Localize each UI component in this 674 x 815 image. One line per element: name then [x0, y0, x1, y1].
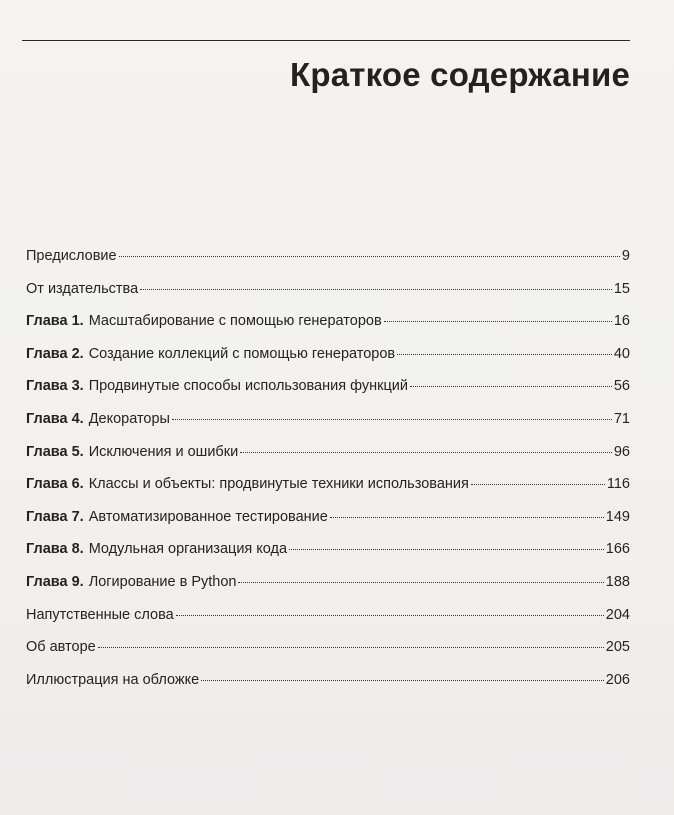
- dot-leader: [471, 484, 605, 485]
- toc-entry: [26, 566, 630, 599]
- dot-leader: [330, 517, 604, 518]
- dot-leader: [384, 321, 612, 322]
- toc-entry-label: Напутственные слова: [26, 606, 174, 623]
- toc-entry-label: Классы и объекты: продвинутые техники использования: [88, 476, 469, 493]
- toc-chapter-number: Глава 5.: [26, 443, 84, 460]
- toc-entry-label: От издательства: [26, 280, 139, 297]
- toc-entry-label: Иллюстрация на обложке: [26, 671, 200, 688]
- toc-chapter-number: Глава 3.: [26, 378, 84, 395]
- toc-entry-label: Об авторе: [26, 639, 96, 656]
- toc-entry-page: 205: [605, 639, 630, 656]
- toc-entry-label: Создание коллекций с помощью генераторов: [88, 345, 396, 362]
- toc-chapter-number: Глава 9.: [26, 573, 84, 590]
- toc-entry-page: 166: [605, 541, 630, 558]
- top-rule: [22, 40, 630, 41]
- dot-leader: [238, 582, 603, 583]
- toc-entry: [26, 664, 630, 697]
- toc-entry-label: Логирование в Python: [88, 573, 237, 590]
- toc-entry-page: 16: [613, 313, 630, 330]
- toc-entry: [26, 501, 630, 534]
- toc-chapter-number: Глава 8.: [26, 541, 84, 558]
- toc-entry-page: 9: [621, 248, 630, 264]
- toc-entry-page: 71: [613, 410, 630, 427]
- toc-entry: [26, 436, 630, 469]
- toc-entry: [26, 305, 630, 338]
- toc-entry: [26, 273, 630, 306]
- toc-entry: [26, 468, 630, 501]
- toc-chapter-number: Глава 2.: [26, 345, 84, 362]
- toc-entry-page: 206: [605, 671, 630, 688]
- dot-leader: [240, 452, 612, 453]
- toc-entry-label: Исключения и ошибки: [88, 443, 239, 460]
- toc-entry-label: Декораторы: [88, 410, 170, 427]
- dot-leader: [98, 647, 604, 648]
- toc-entry-page: 15: [613, 280, 630, 297]
- dot-leader: [397, 354, 612, 355]
- toc-entry: [26, 240, 630, 273]
- toc-entry-label: Автоматизированное тестирование: [88, 508, 328, 525]
- toc-entry-page: 188: [605, 573, 630, 590]
- toc-entry-label: Масштабирование с помощью генераторов: [88, 313, 382, 330]
- toc-entry-label: Предисловие: [26, 248, 117, 264]
- toc-entry: [26, 599, 630, 632]
- toc-entry-page: 204: [605, 606, 630, 623]
- toc-entry-page: 56: [613, 378, 630, 395]
- toc-entry-page: 96: [613, 443, 630, 460]
- dot-leader: [201, 680, 604, 681]
- toc-chapter-number: Глава 1.: [26, 313, 84, 330]
- dot-leader: [172, 419, 612, 420]
- toc-entry: [26, 370, 630, 403]
- toc-entry-label: Продвинутые способы использования функций: [88, 378, 408, 395]
- toc-entry-label: Модульная организация кода: [88, 541, 288, 558]
- toc-entry-page: 40: [613, 345, 630, 362]
- toc-entry: [26, 533, 630, 566]
- toc-chapter-number: Глава 6.: [26, 476, 84, 493]
- dot-leader: [119, 256, 620, 257]
- page-title: Краткое содержание: [290, 56, 630, 93]
- toc-entry-page: 149: [605, 508, 630, 525]
- dot-leader: [140, 289, 612, 290]
- dot-leader: [410, 386, 612, 387]
- dot-leader: [176, 615, 604, 616]
- table-of-contents: [26, 240, 630, 696]
- toc-entry: [26, 403, 630, 436]
- toc-entry: [26, 338, 630, 371]
- toc-entry: [26, 631, 630, 664]
- toc-chapter-number: Глава 4.: [26, 410, 84, 427]
- toc-entry-page: 116: [606, 476, 630, 493]
- toc-chapter-number: Глава 7.: [26, 508, 84, 525]
- dot-leader: [289, 549, 604, 550]
